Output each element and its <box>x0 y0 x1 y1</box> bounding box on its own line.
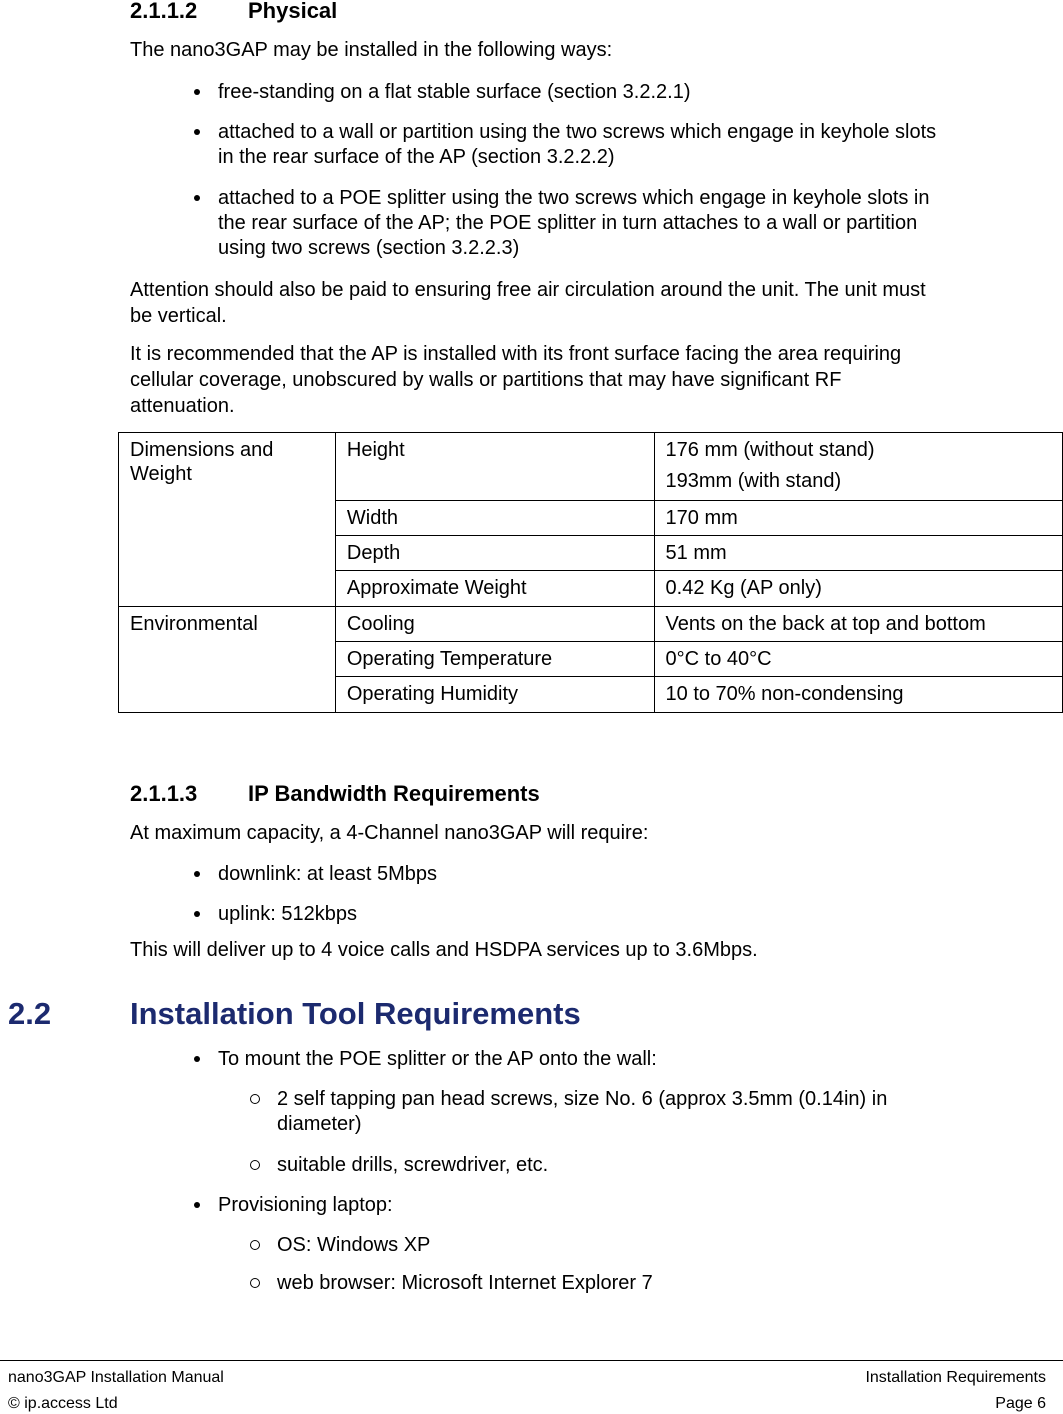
spec-table <box>118 432 1063 713</box>
list-item: To mount the POE splitter or the AP onto the wall: <box>218 1048 657 1070</box>
sub-list-item: 2 self tapping pan head screws, size No. 6 (approx 3.5mm (0.14in) in <box>277 1088 888 1110</box>
value-cell: 170 mm <box>654 501 1062 536</box>
heading-title: Physical <box>248 0 338 23</box>
physical-intro: The nano3GAP may be installed in the following ways: <box>130 39 613 61</box>
bullet-icon <box>194 89 200 95</box>
footer-copyright: © ip.access Ltd <box>8 1395 118 1412</box>
group-label: Environmental <box>119 607 336 713</box>
sub-bullet-icon <box>250 1278 260 1288</box>
footer-doc-title: nano3GAP Installation Manual <box>8 1369 224 1386</box>
value-cell: 0.42 Kg (AP only) <box>654 571 1062 607</box>
heading-number: 2.1.1.2 <box>130 0 198 23</box>
sub-bullet-icon <box>250 1240 260 1250</box>
table-row <box>119 433 1063 501</box>
table-row <box>119 607 1063 642</box>
heading-tools-number: 2.2 <box>8 996 52 1031</box>
bandwidth-intro: At maximum capacity, a 4-Channel nano3GAP will require: <box>130 822 649 844</box>
list-item: in the rear surface of the AP (section 3.2.2.2) <box>218 146 615 168</box>
bullet-icon <box>194 1202 200 1208</box>
footer-divider <box>0 1360 1063 1361</box>
param-cell: Operating Humidity <box>335 677 654 713</box>
value-cell: 10 to 70% non-condensing <box>654 677 1062 713</box>
list-item: using two screws (section 3.2.2.3) <box>218 237 520 259</box>
param-cell: Cooling <box>335 607 654 642</box>
footer-section: Installation Requirements <box>865 1369 1046 1386</box>
param-cell: Depth <box>335 536 654 571</box>
bandwidth-closing: This will deliver up to 4 voice calls and HSDPA services up to 3.6Mbps. <box>130 939 758 961</box>
paragraph: Attention should also be paid to ensuring free air circulation around the unit. The unit must <box>130 279 926 301</box>
paragraph: It is recommended that the AP is installed with its front surface facing the area requiring <box>130 343 902 365</box>
list-item: attached to a POE splitter using the two screws which engage in keyhole slots in <box>218 187 930 209</box>
group-label: Dimensions and Weight <box>119 433 336 607</box>
bullet-icon <box>194 195 200 201</box>
param-cell: Approximate Weight <box>335 571 654 607</box>
sub-list-item: suitable drills, screwdriver, etc. <box>277 1154 549 1176</box>
value-line: 176 mm (without stand) <box>665 439 875 461</box>
list-item: free-standing on a flat stable surface (section 3.2.2.1) <box>218 81 691 103</box>
list-item: the rear surface of the AP; the POE splitter in turn attaches to a wall or partition <box>218 212 918 234</box>
sub-list-item: OS: Windows XP <box>277 1234 431 1256</box>
sub-list-item: web browser: Microsoft Internet Explorer 7 <box>277 1272 653 1294</box>
value-cell: 51 mm <box>654 536 1062 571</box>
list-item: uplink: 512kbps <box>218 903 357 925</box>
bullet-icon <box>194 1056 200 1062</box>
value-cell <box>654 433 1062 501</box>
sub-bullet-icon <box>250 1160 260 1170</box>
list-item: downlink: at least 5Mbps <box>218 863 438 885</box>
footer-page-number: Page 6 <box>995 1395 1046 1412</box>
list-item: Provisioning laptop: <box>218 1194 393 1216</box>
heading-bandwidth <box>130 781 540 807</box>
bullet-icon <box>194 871 200 877</box>
param-cell: Operating Temperature <box>335 642 654 677</box>
paragraph: be vertical. <box>130 305 227 327</box>
paragraph: attenuation. <box>130 395 235 417</box>
param-cell: Height <box>335 433 654 501</box>
sub-bullet-icon <box>250 1094 260 1104</box>
value-cell: Vents on the back at top and bottom <box>654 607 1062 642</box>
heading-title: IP Bandwidth Requirements <box>248 781 540 806</box>
bullet-icon <box>194 129 200 135</box>
sub-list-item: diameter) <box>277 1113 362 1135</box>
value-line: 193mm (with stand) <box>665 470 842 492</box>
heading-tools-title: Installation Tool Requirements <box>130 996 581 1031</box>
param-cell: Width <box>335 501 654 536</box>
heading-physical <box>130 0 337 24</box>
bullet-icon <box>194 911 200 917</box>
list-item: attached to a wall or partition using the two screws which engage in keyhole slots <box>218 121 937 143</box>
paragraph: cellular coverage, unobscured by walls or partitions that may have significant RF <box>130 369 842 391</box>
value-cell: 0°C to 40°C <box>654 642 1062 677</box>
heading-number: 2.1.1.3 <box>130 781 198 806</box>
